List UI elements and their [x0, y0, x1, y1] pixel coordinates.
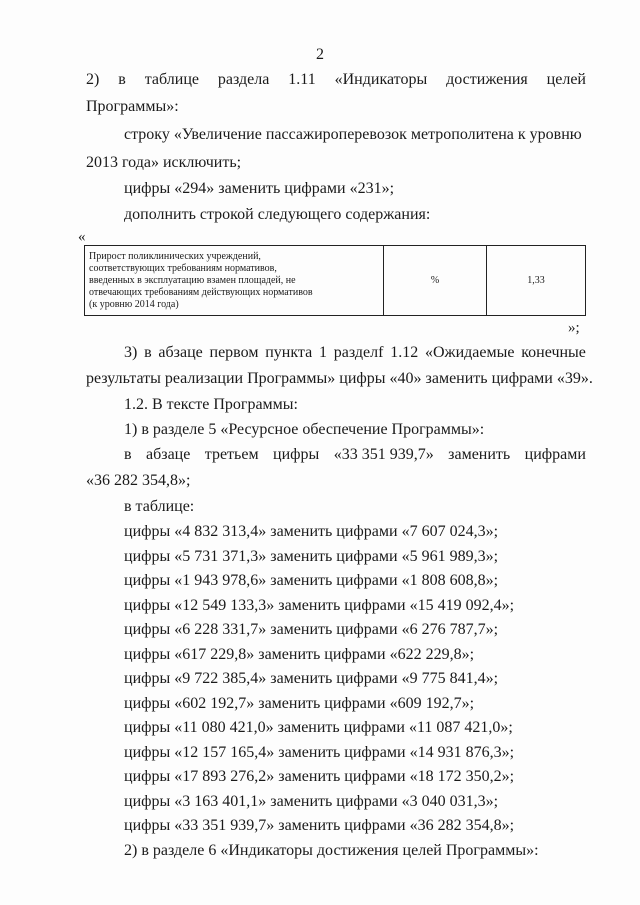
word: 2): [86, 71, 100, 88]
replacement-item: цифры «1 943 978,6» заменить цифрами «1 808 608,8»;: [124, 572, 499, 589]
value-cell: 1,33: [487, 246, 586, 316]
paragraph-2-line-2: 2013 года» исключить;: [86, 154, 242, 171]
word: первом: [209, 344, 259, 361]
word: 1: [318, 344, 327, 361]
paragraph-9: в таблице:: [124, 498, 195, 515]
word: «33 351 939,7»: [333, 446, 434, 463]
word: абзаце: [158, 344, 203, 361]
word: 3): [124, 344, 138, 361]
paragraph-6: 1.2. В тексте Программы:: [124, 396, 298, 413]
description-line: отвечающих требованиям действующих нормативов: [89, 286, 313, 298]
indicator-description-cell: [85, 246, 384, 316]
word: цифры: [273, 446, 320, 463]
paragraph-8-line-1: [124, 445, 586, 465]
paragraph-3: цифры «294» заменить цифрами «231»;: [124, 180, 395, 197]
word: конечные: [521, 344, 586, 361]
replacement-item: цифры «12 549 133,3» заменить цифрами «15 419 092,4»;: [124, 597, 515, 614]
replacement-item: цифры «12 157 165,4» заменить цифрами «14 931 876,3»;: [124, 744, 515, 761]
replacement-item: цифры «602 192,7» заменить цифрами «609 192,7»;: [124, 695, 475, 712]
paragraph-7: 1) в разделе 5 «Ресурсное обеспечение Программы»:: [124, 421, 485, 438]
word: «Ожидаемые: [424, 344, 515, 361]
replacement-item: цифры «6 228 331,7» заменить цифрами «6 276 787,7»;: [124, 621, 499, 638]
description-line: соответствующих требованиям нормативов,: [89, 262, 277, 274]
paragraph-4: дополнить строкой следующего содержания:: [124, 206, 431, 223]
description-line: Прирост поликлинических учреждений,: [89, 250, 261, 262]
paragraph-1-line-2: Программы»:: [86, 98, 179, 115]
word: достижения: [446, 71, 528, 88]
replacement-item: цифры «11 080 421,0» заменить цифрами «11 087 421,0»;: [124, 719, 513, 736]
unit-cell: %: [384, 246, 487, 316]
table-row: [85, 246, 586, 316]
word: заменить: [448, 446, 511, 463]
replacement-item: цифры «5 731 371,3» заменить цифрами «5 961 989,3»;: [124, 548, 499, 565]
word: абзаце: [146, 446, 191, 463]
paragraph-5-line-1: [124, 343, 586, 363]
word: в: [124, 446, 132, 463]
replacement-item: цифры «4 832 313,4» заменить цифрами «7 607 024,3»;: [124, 523, 499, 540]
description-line: введенных в эксплуатацию взамен площадей, не: [89, 274, 296, 286]
paragraph-1-line-1: [86, 70, 586, 90]
word: «Индикаторы: [334, 71, 428, 88]
word: целей: [546, 71, 586, 88]
paragraph-5-line-2: результаты реализации Программы» цифры «40» заменить цифрами «39».: [86, 370, 593, 387]
paragraph-10: 2) в разделе 6 «Индикаторы достижения целей Программы»:: [124, 842, 539, 859]
word: цифрами: [524, 446, 586, 463]
word: 1.12: [390, 344, 419, 361]
replacement-item: цифры «3 163 401,1» заменить цифрами «3 040 031,3»;: [124, 793, 499, 810]
replacement-item: цифры «17 893 276,2» заменить цифрами «18 172 350,2»;: [124, 768, 515, 785]
word: таблице: [144, 71, 199, 88]
word: пункта: [265, 344, 313, 361]
word: разделf: [333, 344, 384, 361]
word: в: [118, 71, 126, 88]
word: третьем: [204, 446, 259, 463]
word: в: [144, 344, 152, 361]
word: раздела: [217, 71, 270, 88]
quote-close: »;: [568, 320, 580, 336]
replacement-item: цифры «9 722 385,4» заменить цифрами «9 775 841,4»;: [124, 670, 499, 687]
description-line: (к уровню 2014 года): [89, 298, 179, 310]
replacement-item: цифры «33 351 939,7» заменить цифрами «36 282 354,8»;: [124, 817, 515, 834]
inserted-table-row: [84, 245, 586, 316]
page-number: 2: [316, 46, 324, 63]
quote-open: «: [78, 229, 86, 245]
replacement-item: цифры «617 229,8» заменить цифрами «622 229,8»;: [124, 646, 475, 663]
paragraph-8-line-2: «36 282 354,8»;: [86, 472, 191, 489]
word: 1.11: [288, 71, 316, 88]
paragraph-2-line-1: строку «Увеличение пассажироперевозок метрополитена к уровню: [124, 126, 582, 143]
